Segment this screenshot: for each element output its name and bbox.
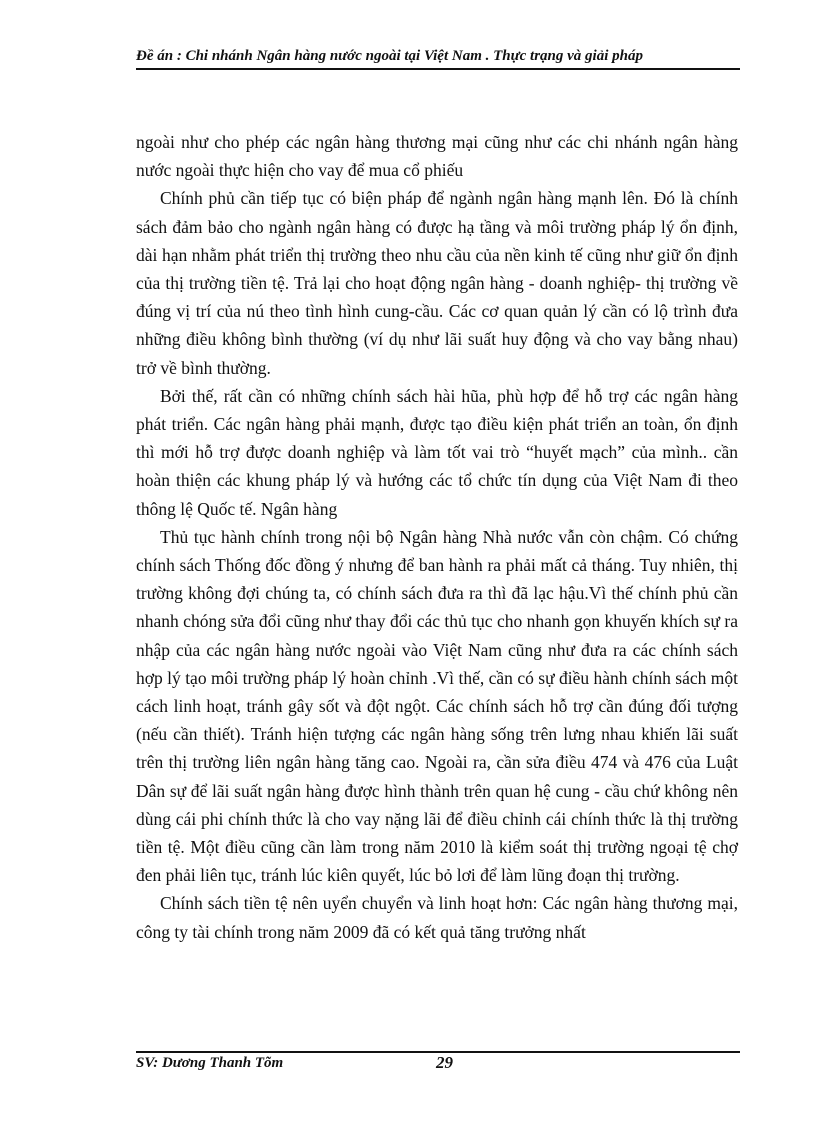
footer-student-name: SV: Dương Thanh Tõm (136, 1055, 284, 1071)
paragraph-administrative-procedures: Thủ tục hành chính trong nội bộ Ngân hàng Nhà nước vẫn còn chậm. Có chứng chính sách Thống đốc đồng ý nhưng để ban hành ra phải mất cả tháng. Tuy nhiên, thị trường không đợi chúng ta, có chính sách đưa ra thì đã lạc hậu.Vì thế chính phủ cần nhanh chóng sửa đổi cũng như thay đổi các thủ tục cho nhanh gọn khuyến khích sự ra nhập của các ngân hàng nước ngoài vào Việt Nam cũng như đưa ra các chính sách hợp lý tạo môi trường pháp lý hoàn chỉnh .Vì thế, cần có sự điều hành chính sách một cách linh hoạt, tránh gây sốt và đột ngột. Các chính sách hỗ trợ cần đúng đối tượng (nếu cần thiết). Tránh hiện tượng các ngân hàng sống trên lưng nhau khiến lãi suất trên thị trường liên ngân hàng tăng cao. Ngoài ra, cần sửa điều 474 và 476 của Luật Dân sự để lãi suất ngân hàng được hình thành trên quan hệ cung - cầu chứ không nên dùng cái phi chính thức là cho vay nặng lãi để điều chỉnh cái chính thức là thị trường tiền tệ. Một điều cũng cần làm trong năm 2010 là kiểm soát thị trường ngoại tệ chợ đen phải liên tục, tránh lúc kiên quyết, lúc bỏ lơi để làm lũng đoạn thị trường. (136, 526, 738, 886)
page-number: 29 (436, 1053, 453, 1072)
paragraph-continuation: ngoài như cho phép các ngân hàng thương mại cũng như các chi nhánh ngân hàng nước ngoài thực hiện cho vay để mua cổ phiếu (136, 132, 738, 181)
document-body (136, 128, 738, 946)
document-header-title: Đề án : Chi nhánh Ngân hàng nước ngoài tại Việt Nam . Thực trạng và giải pháp (136, 48, 643, 64)
paragraph-harmonized-policies: Bởi thế, rất cần có những chính sách hài hũa, phù hợp để hỗ trợ các ngân hàng phát triển. Các ngân hàng phải mạnh, được tạo điều kiện phát triển an toàn, ổn định thì mới hỗ trợ được doanh nghiệp và làm tốt vai trò “huyết mạch” của mình.. cần hoàn thiện các khung pháp lý và hướng các tổ chức tín dụng của Việt Nam đi theo thông lệ Quốc tế. Ngân hàng (136, 385, 738, 519)
paragraph-government-measures: Chính phủ cần tiếp tục có biện pháp để ngành ngân hàng mạnh lên. Đó là chính sách đảm bảo cho ngành ngân hàng có được hạ tầng và môi trường pháp lý ổn định, dài hạn nhằm phát triển thị trường theo nhu cầu của nền kinh tế cũng như giữ ổn định của thị trường tiền tệ. Trả lại cho hoạt động ngân hàng - doanh nghiệp- thị trường về đúng vị trí của nú theo tình hình cung-cầu. Các cơ quan quản lý cần có lộ trình đưa những điều không bình thường (ví dụ như lãi suất huy động và cho vay bằng nhau) trở về bình thường. (136, 188, 738, 378)
paragraph-monetary-policy: Chính sách tiền tệ nên uyển chuyển và linh hoạt hơn: Các ngân hàng thương mại, công ty tài chính trong năm 2009 đã có kết quả tăng trưởng nhất (136, 893, 738, 942)
header-divider (136, 68, 740, 70)
